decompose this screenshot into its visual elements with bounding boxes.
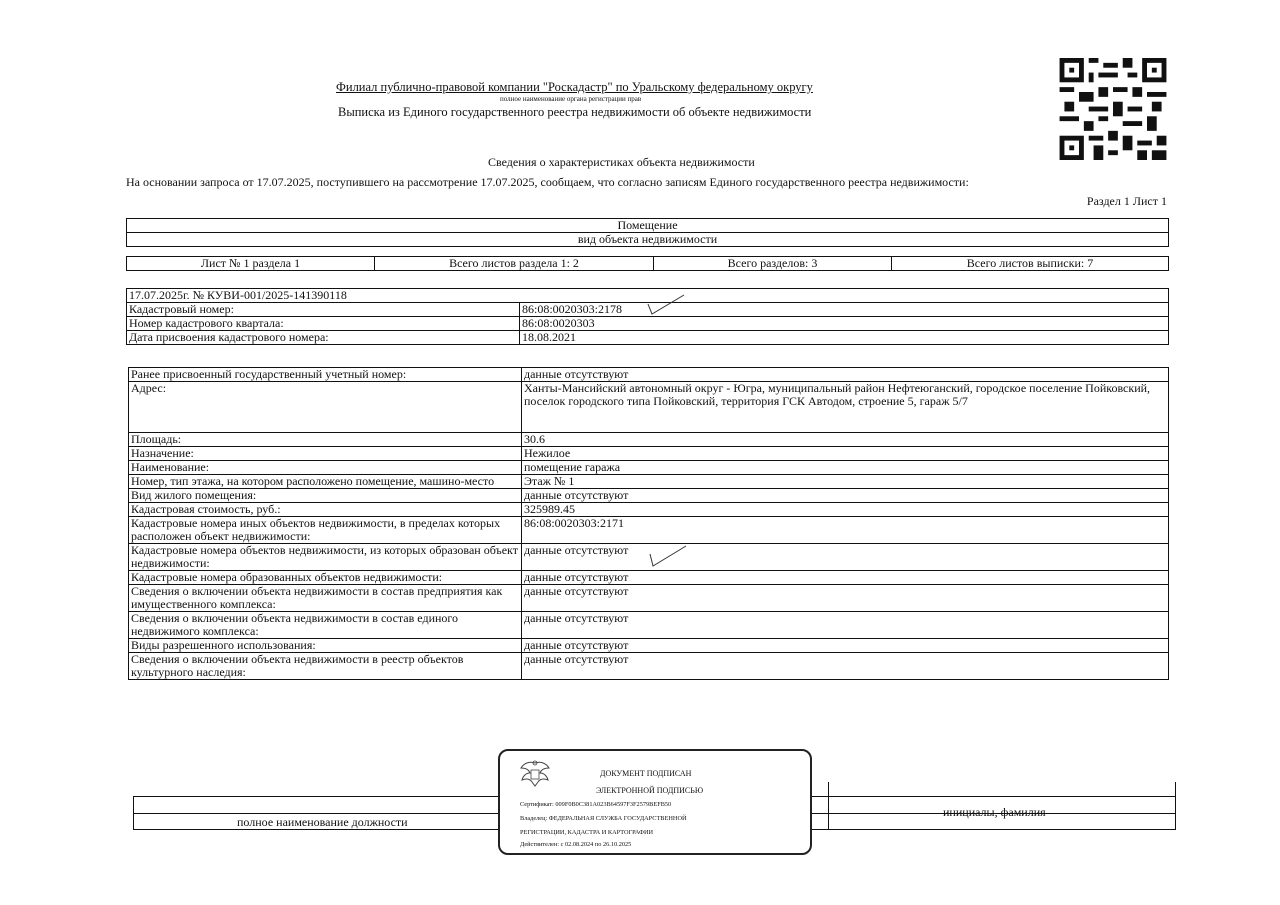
sheet-number: Лист № 1 раздела 1 bbox=[127, 257, 375, 271]
object-type-table bbox=[126, 218, 1169, 247]
row-label: Кадастровые номера иных объектов недвижимости, в пределах которых расположен объект недвижимости: bbox=[129, 517, 522, 544]
sheet-info-table bbox=[126, 256, 1169, 271]
table-row bbox=[129, 489, 1169, 503]
characteristics-table bbox=[128, 367, 1169, 680]
row-label: Кадастровые номера образованных объектов недвижимости: bbox=[129, 571, 522, 585]
row-label: Дата присвоения кадастрового номера: bbox=[127, 331, 520, 345]
row-label: Кадастровые номера объектов недвижимости, из которых образован объект недвижимости: bbox=[129, 544, 522, 571]
row-label: Сведения о включении объекта недвижимости в реестр объектов культурного наследия: bbox=[129, 653, 522, 680]
table-row bbox=[129, 653, 1169, 680]
object-type-caption: вид объекта недвижимости bbox=[127, 233, 1169, 247]
row-value: Нежилое bbox=[522, 447, 1169, 461]
table-row bbox=[129, 447, 1169, 461]
name-caption: инициалы, фамилия bbox=[943, 805, 1046, 819]
row-label: Вид жилого помещения: bbox=[129, 489, 522, 503]
organization-name: Филиал публично-правовой компании "Роскадастр" по Уральскому федеральному округу bbox=[336, 80, 813, 94]
info-title: Сведения о характеристиках объекта недвижимости bbox=[488, 155, 755, 169]
object-type: Помещение bbox=[127, 219, 1169, 233]
row-value: данные отсутствуют bbox=[522, 368, 1169, 382]
row-value: 86:08:0020303:2171 bbox=[522, 517, 1169, 544]
stamp-certificate: Сертификат: 009F0B0C381A023B64597F3F2579BEFB50 bbox=[520, 801, 672, 808]
organization-caption: полное наименование органа регистрации прав bbox=[500, 95, 642, 103]
row-label: Кадастровая стоимость, руб.: bbox=[129, 503, 522, 517]
stamp-validity: Действителен: с 02.08.2024 по 26.10.2025 bbox=[520, 841, 632, 848]
table-row bbox=[129, 612, 1169, 639]
signature-border-left bbox=[133, 796, 134, 829]
row-label: Ранее присвоенный государственный учетный номер: bbox=[129, 368, 522, 382]
check-mark-icon bbox=[648, 542, 688, 570]
row-value: данные отсутствуют bbox=[522, 571, 1169, 585]
table-row bbox=[129, 639, 1169, 653]
row-label: Площадь: bbox=[129, 433, 522, 447]
row-value: данные отсутствуют bbox=[522, 489, 1169, 503]
table-row bbox=[129, 368, 1169, 382]
row-value: 18.08.2021 bbox=[520, 331, 1169, 345]
stamp-owner-2: РЕГИСТРАЦИИ, КАДАСТРА И КАРТОГРАФИИ bbox=[520, 829, 654, 836]
section-sheet-label: Раздел 1 Лист 1 bbox=[1086, 194, 1167, 208]
qr-code bbox=[1058, 58, 1168, 160]
row-value: Ханты-Мансийский автономный округ - Югра, муниципальный район Нефтеюганский, городское поселение Пойковский, поселок городского типа Пойковский, территория ГСК Автодом, строение 5, гараж 5/7 bbox=[522, 382, 1169, 433]
row-value: 86:08:0020303 bbox=[520, 317, 1169, 331]
row-value: данные отсутствуют bbox=[522, 639, 1169, 653]
total-sections: Всего разделов: 3 bbox=[654, 257, 892, 271]
row-value: 30.6 bbox=[522, 433, 1169, 447]
table-row bbox=[129, 475, 1169, 489]
table-row bbox=[129, 571, 1169, 585]
row-label: Назначение: bbox=[129, 447, 522, 461]
check-mark-icon bbox=[646, 292, 686, 318]
row-label: Виды разрешенного использования: bbox=[129, 639, 522, 653]
position-caption: полное наименование должности bbox=[237, 815, 408, 829]
row-value: данные отсутствуют bbox=[522, 612, 1169, 639]
row-value: данные отсутствуют bbox=[522, 653, 1169, 680]
stamp-line-2: ЭЛЕКТРОННОЙ ПОДПИСЬЮ bbox=[596, 786, 704, 795]
table-row bbox=[129, 382, 1169, 433]
stamp-owner-1: Владелец: ФЕДЕРАЛЬНАЯ СЛУЖБА ГОСУДАРСТВЕННОЙ bbox=[520, 815, 687, 822]
table-row bbox=[129, 461, 1169, 475]
table-row bbox=[129, 585, 1169, 612]
table-row bbox=[127, 331, 1169, 345]
row-value: 86:08:0020303:2178 bbox=[520, 303, 1169, 317]
row-label: Сведения о включении объекта недвижимости в состав единого недвижимого комплекса: bbox=[129, 612, 522, 639]
electronic-signature-stamp bbox=[498, 749, 812, 855]
signature-divider bbox=[828, 782, 829, 829]
table-row bbox=[129, 517, 1169, 544]
row-label: Сведения о включении объекта недвижимости в состав предприятия как имущественного комплекса: bbox=[129, 585, 522, 612]
intro-text: На основании запроса от 17.07.2025, поступившего на рассмотрение 17.07.2025, сообщаем, что согласно записям Единого государственного реестра недвижимости: bbox=[126, 175, 969, 189]
stamp-line-1: ДОКУМЕНТ ПОДПИСАН bbox=[600, 769, 692, 778]
total-sheets-extract: Всего листов выписки: 7 bbox=[892, 257, 1169, 271]
row-label: Наименование: bbox=[129, 461, 522, 475]
extract-number: 17.07.2025г. № КУВИ-001/2025-141390118 bbox=[127, 289, 1169, 303]
row-label: Адрес: bbox=[129, 382, 522, 433]
row-value: 325989.45 bbox=[522, 503, 1169, 517]
table-row bbox=[129, 503, 1169, 517]
row-label: Номер кадастрового квартала: bbox=[127, 317, 520, 331]
table-row bbox=[127, 317, 1169, 331]
row-label: Номер, тип этажа, на котором расположено помещение, машино-место bbox=[129, 475, 522, 489]
row-value: данные отсутствуют bbox=[522, 585, 1169, 612]
row-value: помещение гаража bbox=[522, 461, 1169, 475]
total-sheets-section: Всего листов раздела 1: 2 bbox=[375, 257, 654, 271]
signature-border-right bbox=[1175, 782, 1176, 829]
emblem-icon bbox=[518, 759, 552, 789]
table-row bbox=[129, 433, 1169, 447]
row-label: Кадастровый номер: bbox=[127, 303, 520, 317]
row-value: Этаж № 1 bbox=[522, 475, 1169, 489]
row-value: данные отсутствуют bbox=[522, 544, 1169, 571]
document-title: Выписка из Единого государственного реестра недвижимости об объекте недвижимости bbox=[338, 105, 812, 119]
